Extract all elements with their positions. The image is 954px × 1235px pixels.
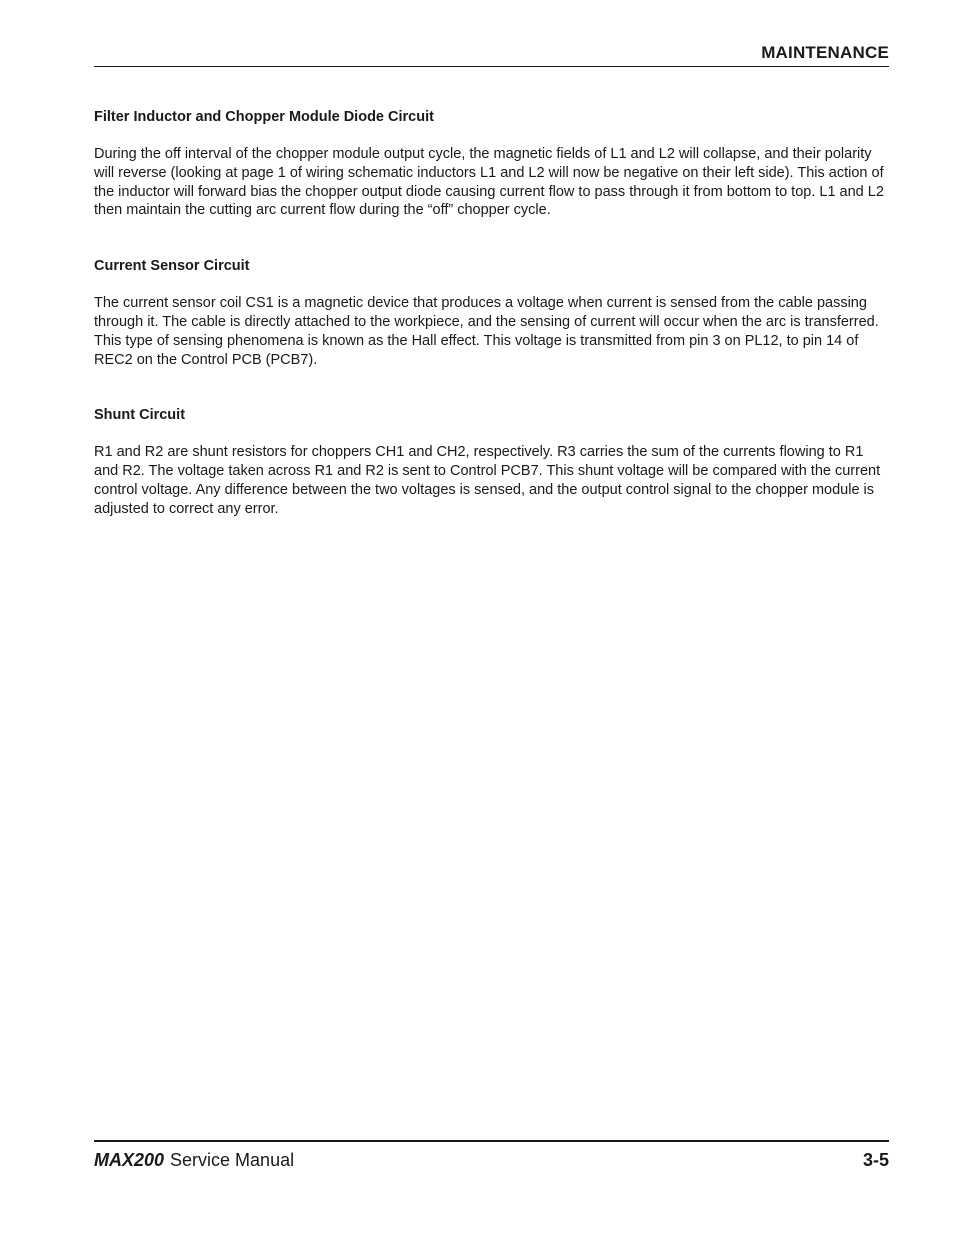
page-footer bbox=[94, 1140, 889, 1182]
section-paragraph: The current sensor coil CS1 is a magnetic device that produces a voltage when current is sensed from the cable passing through it. The cable is directly attached to the workpiece, and the sensing of current will occur when the arc is transferred. This type of sensing phenomena is known as the Hall effect. This voltage is transmitted from pin 3 on PL12, to pin 14 of REC2 on the Control PCB (PCB7). bbox=[94, 295, 879, 368]
section-heading: Current Sensor Circuit bbox=[94, 258, 250, 275]
section-paragraph: R1 and R2 are shunt resistors for choppers CH1 and CH2, respectively. R3 carries the sum of the currents flowing to R1 and R2. The voltage taken across R1 and R2 is sent to Control PCB7. This shunt voltage will be compared with the current control voltage. Any difference between the two voltages is sensed, and the output control signal to the chopper module is adjusted to correct any error. bbox=[94, 444, 881, 517]
section-heading: Filter Inductor and Chopper Module Diode Circuit bbox=[94, 109, 434, 125]
manual-label: Service Manual bbox=[170, 1150, 295, 1170]
page-content bbox=[94, 108, 889, 519]
section-shunt-circuit bbox=[94, 406, 889, 518]
section-paragraph: During the off interval of the chopper module output cycle, the magnetic fields of L1 and L2 will collapse, and their polarity will reverse (looking at page 1 of wiring schematic inductors L1 and L2 will now be negative on their left side). This action of the inductor will forward bias the chopper output diode causing current flow to pass through it from bottom to top. L1 and L2 then maintain the cutting arc current flow during the “off” chopper cycle. bbox=[94, 146, 884, 219]
footer-document-title bbox=[94, 1150, 294, 1171]
section-current-sensor bbox=[94, 257, 889, 369]
section-filter-inductor bbox=[94, 108, 889, 220]
page-number: 3-5 bbox=[862, 1150, 889, 1170]
section-heading: Shunt Circuit bbox=[94, 407, 186, 424]
product-name: MAX200 bbox=[94, 1150, 165, 1170]
page-header bbox=[94, 0, 889, 67]
section-title: MAINTENANCE bbox=[761, 43, 889, 62]
